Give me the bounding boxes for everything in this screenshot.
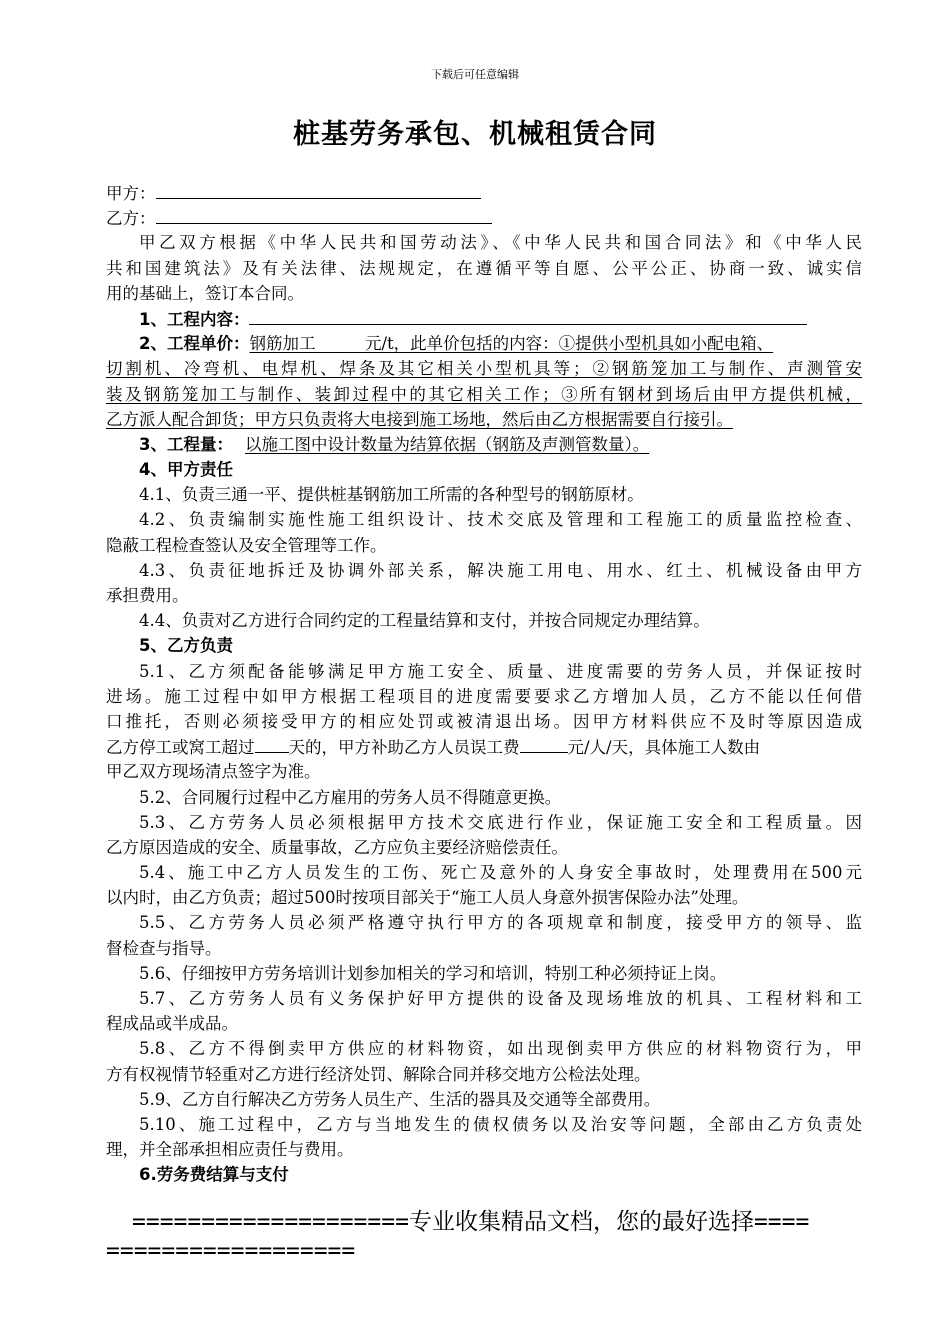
clause-4-3: 4.3、负责征地拆迁及协调外部关系，解决施工用电、用水、红土、机械设备由甲方 [139,560,862,580]
clause-5-10: 5.10、施工过程中，乙方与当地发生的债权债务以及治安等问题，全部由乙方负责处 [139,1114,862,1134]
unit-price-text: 钢筋加工 元/t，此单价包括的内容：①提供小型机具如小配电箱、 [249,334,774,354]
section-2-line [106,331,862,356]
clause-5-8: 5.8、乙方不得倒卖甲方供应的材料物资，如出现倒卖甲方供应的材料物资行为，甲 [139,1039,862,1059]
clause-5-6: 5.6、仔细按甲方劳务培训计划参加相关的学习和培训，特别工种必须持证上岗。 [139,963,727,983]
clause-5-2: 5.2、合同履行过程中乙方雇用的劳务人员不得随意更换。 [139,787,562,807]
clause-5-1-cont: 进场。施工过程中如甲方根据工程项目的进度需要要求乙方增加人员，乙方不能以任何借 [106,686,862,706]
unit-price-line [106,382,862,407]
intro-line: 共和国建筑法》及有关法律、法规规定，在遵循平等自愿、公平公正、协商一致、诚实信 [106,258,862,278]
clause-5-1-cont: 口推托，否则必须接受甲方的相应处罚或被清退出场。因甲方材料供应不及时等原因造成 [106,711,862,731]
footer-line: ====================专业收集精品文档，您的最好选择==== [132,1209,810,1235]
clause-5-9: 5.9、乙方自行解决乙方劳务人员生产、生活的器具及交通等全部费用。 [139,1089,661,1109]
party-a-line [106,180,862,205]
clause-5-5-cont: 督检查与指导。 [106,938,222,958]
clause-5-8-cont: 方有权视情节轻重对乙方进行经济处罚、解除合同并移交地方公检法处理。 [106,1064,651,1084]
footer-line: ================== [106,1238,356,1264]
clause-5-7: 5.7、乙方劳务人员有义务保护好甲方提供的设备及现场堆放的机具、工程材料和工 [139,989,862,1008]
party-a-label: 甲方： [106,184,156,203]
contract-body [106,180,862,1188]
clause-5-7-cont: 程成品或半成品。 [106,1014,238,1034]
clause-5-10-cont: 理，并全部承担相应责任与费用。 [106,1140,354,1160]
clause-5-3: 5.3、乙方劳务人员必须根据甲方技术交底进行作业，保证施工安全和工程质量。因 [139,812,862,832]
clause-4-4: 4.4、负责对乙方进行合同约定的工程量结算和支付，并按合同规定办理结算。 [139,611,710,631]
clause-5-4-cont: 以内时，由乙方负责；超过500时按项目部关于“施工人员人身意外损害保险办法”处理。 [106,888,749,908]
project-content-blank [249,306,807,325]
clause-5-5: 5.5、乙方劳务人员必须严格遵守执行甲方的各项规章和制度，接受甲方的领导、监 [139,913,862,933]
days-blank [255,734,289,753]
header-note: 下载后可任意编辑 [431,68,519,81]
section-2-label: 2、工程单价： [139,334,250,354]
section-3-line [106,432,862,457]
unit-price-text: 装及钢筋笼加工与制作、装卸过程中的其它相关工作；③所有钢材到场后由甲方提供机械， [106,384,862,404]
party-a-blank [156,180,481,199]
unit-price-line [106,356,862,381]
clause-5-1-text: 乙方停工或窝工超过 [106,738,255,758]
intro-line: 甲乙双方根据《中华人民共和国劳动法》、《中华人民共和国合同法》和《中华人民 [139,233,862,253]
unit-price-line [106,407,862,432]
clause-5-1-cont [106,734,862,759]
clause-5-4: 5.4、施工中乙方人员发生的工伤、死亡及意外的人身安全事故时，处理费用在500元 [139,863,862,883]
section-1-line [106,306,862,331]
footer-banner [106,1208,866,1266]
clause-4-2: 4.2、负责编制实施性施工组织设计、技术交底及管理和工程施工的质量监控检查、 [139,510,862,530]
section-3-label: 3、工程量： [139,434,233,454]
clause-4-2-cont: 隐蔽工程检查签认及安全管理等工作。 [106,535,387,555]
clause-5-1-text: 天的，甲方补助乙方人员误工费 [288,738,520,758]
party-b-label: 乙方： [106,209,156,229]
intro-line: 用的基础上，签订本合同。 [106,283,304,303]
fee-blank [520,734,568,753]
clause-5-1: 5.1、乙方须配备能够满足甲方施工安全、质量、进度需要的劳务人员，并保证按时 [139,661,862,681]
section-4-heading: 4、甲方责任 [139,460,233,480]
section-5-heading: 5、乙方负责 [139,636,233,656]
clause-4-3-cont: 承担费用。 [106,586,189,605]
clause-5-1-cont: 甲乙双方现场清点签字为准。 [106,762,321,782]
unit-price-text: 切割机、冷弯机、电焊机、焊条及其它相关小型机具等；②钢筋笼加工与制作、声测管安 [106,359,862,379]
quantity-text: 以施工图中设计数量为结算依据（钢筋及声测管数量）。 [244,434,650,454]
clause-4-1: 4.1、负责三通一平、提供桩基钢筋加工所需的各种型号的钢筋原材。 [139,485,644,505]
clause-5-1-text: 元/人/天，具体施工人数由 [567,738,761,758]
clause-5-3-cont: 乙方原因造成的安全、质量事故，乙方应负主要经济赔偿责任。 [106,837,568,857]
unit-price-text: 乙方派人配合卸货；甲方只负责将大电接到施工场地，然后由乙方根据需要自行接引。 [106,409,733,429]
page-title: 桩基劳务承包、机械租赁合同 [293,119,657,150]
party-b-line [106,205,862,230]
section-6-heading: 6.劳务费结算与支付 [139,1165,289,1185]
section-1-label: 1、工程内容： [139,309,250,329]
party-b-blank [156,205,492,224]
